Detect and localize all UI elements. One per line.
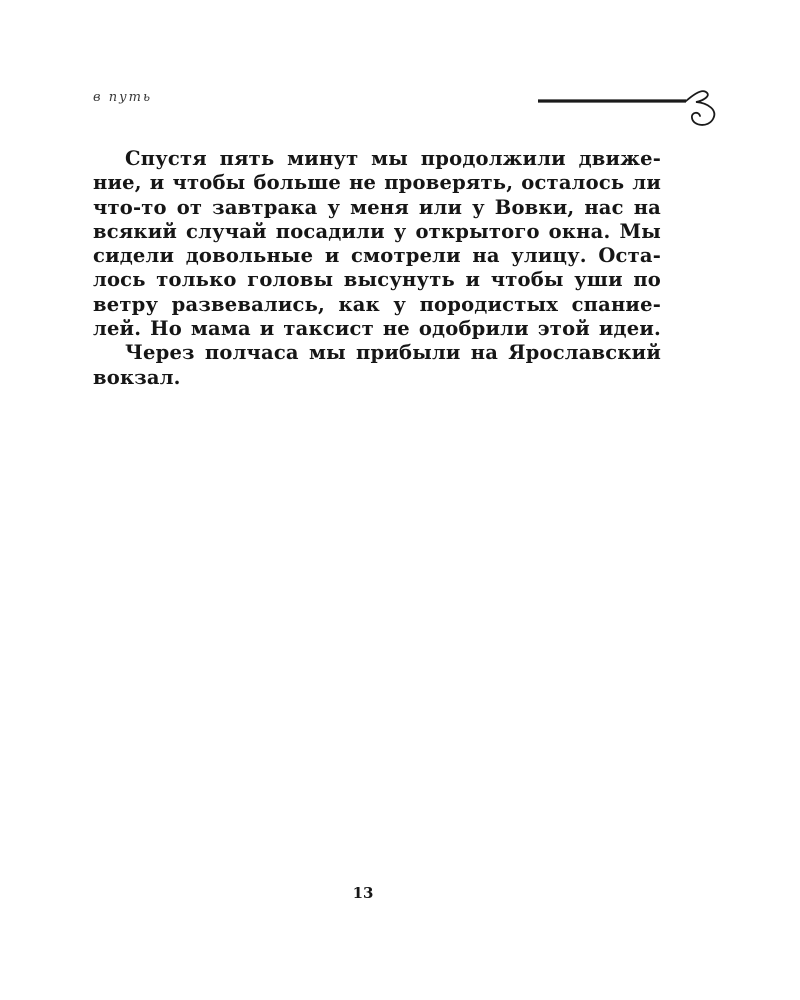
paragraph-1-line-5: сидели довольные и смотрели на улицу. Оста- [93,244,661,268]
paragraph-1-line-3: что-то от завтрака у меня или у Вовки, нас на [93,195,661,219]
flourish-rule-icon [536,84,726,132]
paragraph-1-line-6: лось только головы высунуть и чтобы уши по [93,268,661,292]
paragraph-2-line-1: Через полчаса мы прибыли на Ярославский [125,341,661,365]
paragraph-1-line-2: ние, и чтобы больше не проверять, осталось ли [93,171,661,195]
paragraph-2-line-2: вокзал. [93,365,181,389]
paragraph-1-line-7: ветру развевались, как у породистых спание- [93,292,661,316]
paragraph-1-line-4: всякий случай посадили у открытого окна. Мы [93,219,661,243]
body-text [93,147,661,390]
paragraph-1-line-8: лей. Но мама и таксист не одобрили этой идеи. [93,317,661,341]
paragraph-1-line-1: Спустя пять минут мы продолжили движе- [125,147,661,170]
running-head: в путь [93,90,153,105]
page-number: 13 [352,884,374,902]
